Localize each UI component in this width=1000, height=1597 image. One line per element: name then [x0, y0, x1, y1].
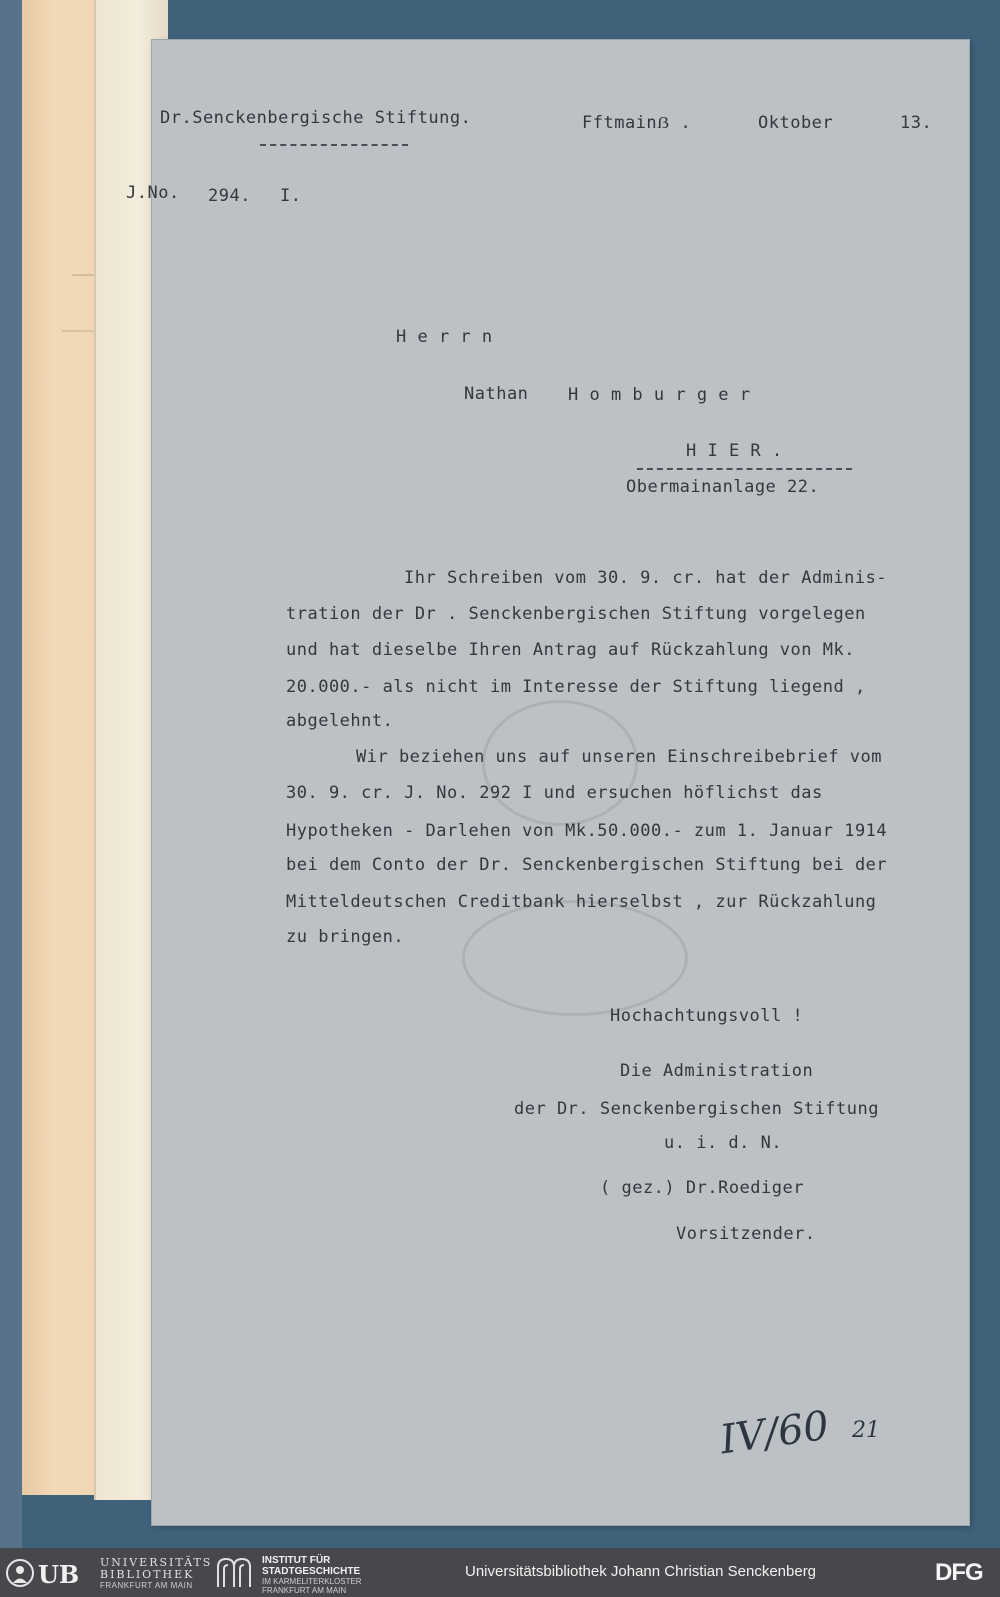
- letterhead-day: 13.: [900, 113, 933, 133]
- footer-library-title: Universitätsbibliothek Johann Christian Senckenberg: [465, 1563, 817, 1580]
- body-line: tration der Dr . Senckenbergischen Stiftung vorgelegen: [286, 604, 866, 624]
- body-line: Wir beziehen uns auf unseren Einschreibebrief vom: [356, 747, 883, 767]
- body-line: 20.000.- als nicht im Interesse der Stiftung liegend ,: [286, 677, 866, 697]
- binding-edge: [0, 0, 22, 1548]
- closing-signature: ( gez.) Dr.Roediger: [600, 1178, 804, 1198]
- body-line: zu bringen.: [286, 927, 405, 947]
- letterhead-city: Fftmainẞ .: [582, 113, 692, 133]
- footer-bar: [0, 1548, 1000, 1597]
- institute-location: IM KARMELITERKLOSTER FRANKFURT AM MAIN: [262, 1577, 362, 1595]
- letterhead-foundation: Dr.Senckenbergische Stiftung.: [160, 108, 472, 128]
- body-line: 30. 9. cr. J. No. 292 I und ersuchen höflichst das: [286, 783, 823, 803]
- address-first-name: Nathan: [464, 384, 529, 404]
- journal-label: J.No.: [126, 183, 180, 203]
- closing-line: u. i. d. N.: [664, 1133, 783, 1153]
- body-line: bei dem Conto der Dr. Senckenbergischen Stiftung bei der: [286, 855, 888, 875]
- university-library-logo: [6, 1556, 88, 1590]
- body-line: und hat dieselbe Ihren Antrag auf Rückzahlung von Mk.: [286, 640, 855, 660]
- closing-line: der Dr. Senckenbergischen Stiftung: [514, 1099, 879, 1119]
- closing-title: Vorsitzender.: [676, 1224, 816, 1244]
- closing-line: Die Administration: [620, 1061, 814, 1081]
- letterhead-underline: [260, 144, 408, 146]
- body-line: Hypotheken - Darlehen von Mk.50.000.- zum 1. Januar 1914: [286, 821, 888, 841]
- address-street: Obermainanlage 22.: [626, 477, 820, 497]
- letterhead-month: Oktober: [758, 113, 834, 133]
- address-place: H I E R .: [686, 441, 783, 461]
- journal-section: I.: [280, 186, 302, 206]
- svg-text:UB: UB: [38, 1560, 80, 1589]
- university-library-name: UNIVERSITÄTS BIBLIOTHEK: [100, 1556, 213, 1581]
- body-line: Ihr Schreiben vom 30. 9. cr. hat der Adminis-: [404, 568, 888, 588]
- closing-greeting: Hochachtungsvoll !: [610, 1006, 804, 1026]
- body-line: abgelehnt.: [286, 711, 394, 731]
- address-salutation: H e r r n: [396, 327, 493, 347]
- address-underline: [637, 468, 852, 470]
- dfg-logo: DFG: [935, 1559, 983, 1586]
- letter-sheet: [126, 40, 969, 1525]
- body-line: Mitteldeutschen Creditbank hierselbst , zur Rückzahlung: [286, 892, 877, 912]
- handwritten-page-number: 21: [852, 1418, 880, 1443]
- underlying-page: [22, 0, 100, 1495]
- institute-logo: [214, 1557, 254, 1589]
- university-library-city: FRANKFURT AM MAIN: [100, 1581, 193, 1590]
- journal-number: 294.: [208, 186, 251, 206]
- address-last-name: H o m b u r g e r: [568, 385, 751, 405]
- institute-name: INSTITUT FÜR STADTGESCHICHTE: [262, 1555, 361, 1577]
- handwritten-shelfmark: IV/60: [717, 1402, 832, 1464]
